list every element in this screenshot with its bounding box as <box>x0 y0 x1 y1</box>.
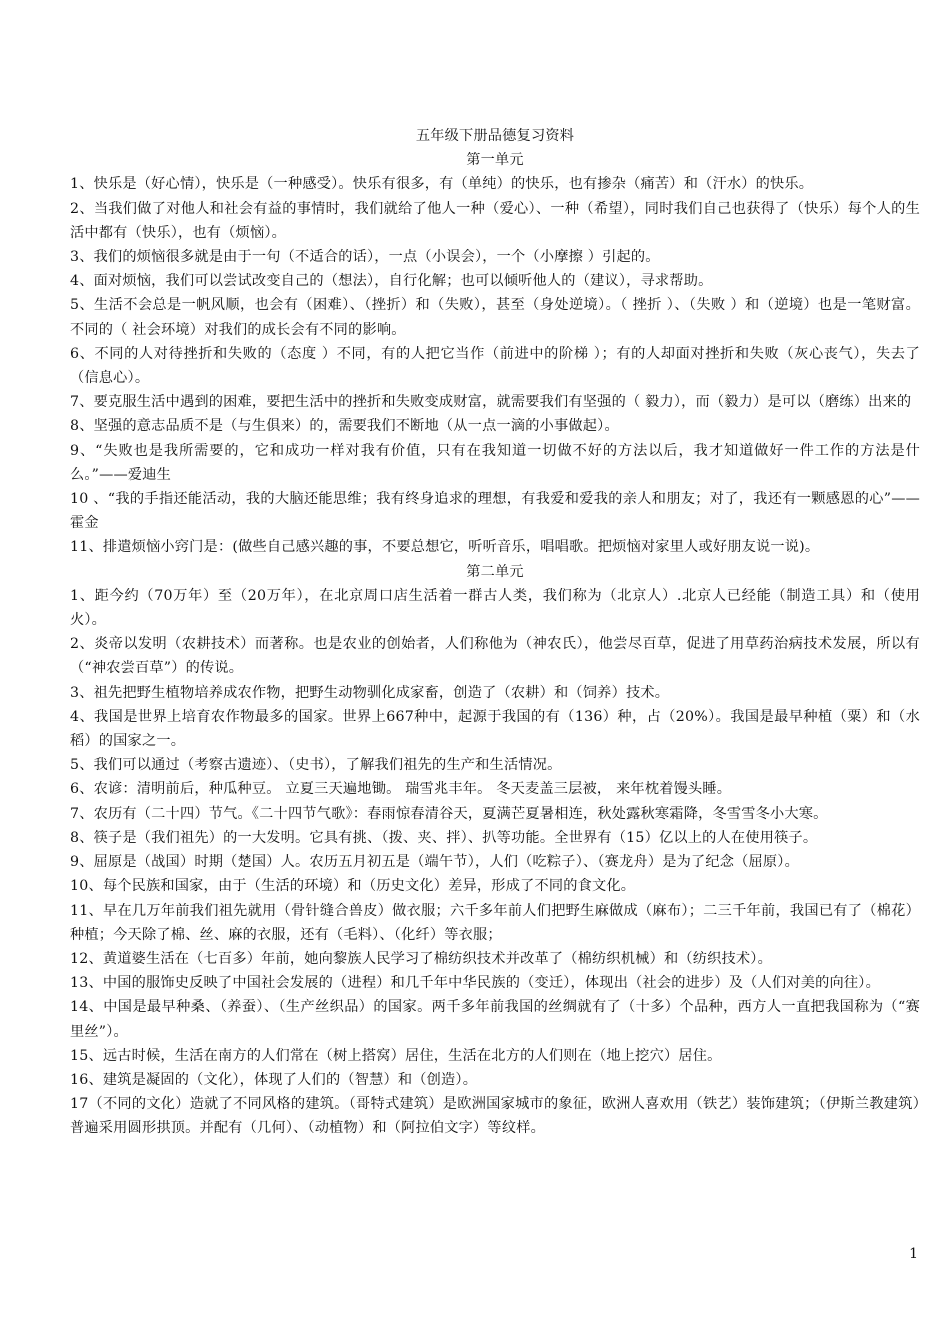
list-item: 12、黄道婆生活在（七百多）年前，她向黎族人民学习了棉纺织技术并改革了（棉纺织机械）和（纺织技术）。 <box>70 950 772 967</box>
list-item: 2、炎帝以发明（农耕技术）而著称。也是农业的创始者，人们称他为（神农氏），他尝尽百草，促进了用草药治病技术发展，所以有（“神农尝百草”）的传说。 <box>70 636 920 677</box>
list-item: 1、快乐是（好心情），快乐是（一种感受）。快乐有很多，有（单纯）的快乐，也有掺杂（痛苦）和（汗水）的快乐。 <box>70 176 814 193</box>
list-item: 8、坚强的意志品质不是（与生俱来）的，需要我们不断地（从一点一滴的小事做起）。 <box>70 418 619 435</box>
unit-heading: 第二单元 <box>466 563 524 580</box>
list-item: 7、农历有（二十四）节气。《二十四节气歌》：春雨惊春清谷天，夏满芒夏暑相连，秋处露秋寒霜降，冬雪雪冬小大寒。 <box>70 805 828 822</box>
document-title: 五年级下册品德复习资料 <box>415 128 575 144</box>
list-item: 17（不同的文化）造就了不同风格的建筑。（哥特式建筑）是欧洲国家城市的象征，欧洲人喜欢用（铁艺）装饰建筑；（伊斯兰教建筑）普遍采用圆形拱顶。并配有（几何）、（动植物）和（阿拉伯文字）等纹样。 <box>70 1096 920 1137</box>
list-item: 15、远古时候，生活在南方的人们常在（树上搭窝）居住，生活在北方的人们则在（地上挖穴）居住。 <box>70 1047 722 1064</box>
list-item: 9、屈原是（战国）时期（楚国）人。农历五月初五是（端午节），人们（吃粽子）、（赛龙舟）是为了纪念（屈原）。 <box>70 854 799 871</box>
list-item: 3、祖先把野生植物培养成农作物，把野生动物驯化成家畜，创造了（农耕）和（饲养）技术。 <box>70 684 670 701</box>
list-item: 10 、“我的手指还能活动，我的大脑还能思维；我有终身追求的理想，有我爱和爱我的亲人和朋友；对了，我还有一颗感恩的心”——霍金 <box>70 491 920 532</box>
list-item: 8、筷子是（我们祖先）的一大发明。它具有挑、（拨、夹、拌）、扒等功能。全世界有（15）亿以上的人在使用筷子。 <box>70 829 818 846</box>
document-body <box>70 124 920 1141</box>
list-item: 6、农谚：清明前后，种瓜种豆。 立夏三天遍地锄。 瑞雪兆丰年。 冬天麦盖三层被， 来年枕着馒头睡。 <box>70 781 732 798</box>
list-item: 16、建筑是凝固的（文化），体现了人们的（智慧）和（创造）。 <box>70 1071 478 1088</box>
list-item: 13、中国的服饰史反映了中国社会发展的（进程）和几千年中华民族的（变迁），体现出（社会的进步）及（人们对美的向往）。 <box>70 975 880 992</box>
list-item: 1、距今约（70万年）至（20万年），在北京周口店生活着一群古人类，我们称为（北京人）.北京人已经能（制造工具）和（使用火）。 <box>70 587 920 629</box>
list-item: 5、生活不会总是一帆风顺，也会有（困难）、（挫折）和（失败），甚至（身处逆境）。（ 挫折 ）、（失败 ）和（逆境）也是一笔财富。不同的（ 社会环境）对我们的成长会有不同的影响。 <box>70 297 920 338</box>
list-item: 4、我国是世界上培育农作物最多的国家。世界上667种中，起源于我国的有（136）种，占（20%）。我国是最早种植（粟）和（水稻）的国家之一。 <box>70 708 920 750</box>
list-item: 4、面对烦恼，我们可以尝试改变自己的（想法），自行化解；也可以倾听他人的（建议），寻求帮助。 <box>70 273 713 290</box>
list-item: 9、“失败也是我所需要的，它和成功一样对我有价值，只有在我知道一切做不好的方法以后，我才知道做好一件工作的方法是什么。”——爱迪生 <box>70 442 920 483</box>
list-item: 14、中国是最早种桑、（养蚕）、（生产丝织品）的国家。两千多年前我国的丝绸就有了（十多）个品种，西方人一直把我国称为（“赛里丝”）。 <box>70 999 920 1040</box>
list-item: 3、我们的烦恼很多就是由于一句（不适合的话），一点（小误会），一个（小摩擦 ）引起的。 <box>70 249 660 266</box>
list-item: 11、早在几万年前我们祖先就用（骨针缝合兽皮）做衣服；六千多年前人们把野生麻做成（麻布）；二三千年前，我国已有了（棉花）种植；今天除了棉、丝、麻的衣服，还有（毛料）、（化纤）等衣服； <box>70 902 920 943</box>
unit-heading: 第一单元 <box>466 152 524 169</box>
list-item: 6、不同的人对待挫折和失败的（态度 ）不同，有的人把它当作（前进中的阶梯 ）；有的人却面对挫折和失败（灰心丧气），失去了（信息心）。 <box>70 345 920 387</box>
list-item: 5、我们可以通过（考察古遗迹）、（史书），了解我们祖先的生产和生活情况。 <box>70 757 562 774</box>
list-item: 7、要克服生活中遇到的困难，要把生活中的挫折和失败变成财富，就需要我们有坚强的（ 毅力），而（毅力）是可以（磨练）出来的 <box>70 394 912 411</box>
list-item: 10、每个民族和国家，由于（生活的环境）和（历史文化）差异，形成了不同的食文化。 <box>70 878 636 895</box>
list-item: 11、排遣烦恼小窍门是：(做些自己感兴趣的事，不要总想它，听听音乐，唱唱歌。把烦恼对家里人或好朋友说一说)。 <box>70 539 820 556</box>
page-number: 1 <box>909 1246 918 1262</box>
list-item: 2、当我们做了对他人和社会有益的事情时，我们就给了他人一种（爱心）、一种（希望），同时我们自己也获得了（快乐）每个人的生活中都有（快乐），也有（烦恼）。 <box>70 200 920 241</box>
